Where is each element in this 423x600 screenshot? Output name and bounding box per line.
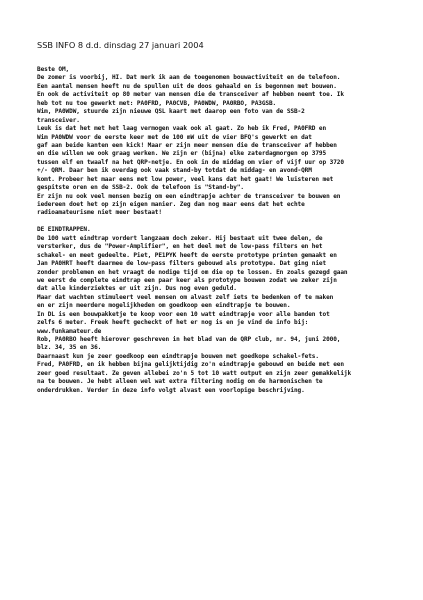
text-line: zonder problemen en het vraagt de nodige tijd om die op te lossen. En zoals gezegd gaan — [37, 268, 348, 276]
text-line: tussen elf en twaalf na het QRP-netje. En ook in de middag om vier of vijf uur op 3720 — [37, 158, 344, 166]
text-line: en die willen we ook graag werken. We zijn er (bijna) elke zaterdagmorgen op 3795 — [37, 150, 327, 158]
text-line: Wim, PA0WDW, stuurde zijn nieuwe QSL kaart met daarop een foto van de SSB-2 — [37, 108, 305, 116]
text-line: dat alle kinderziektes er uit zijn. Dus nog even geduld. — [37, 285, 237, 293]
text-line: Maar dat wachten stimuleert veel mensen om alvast zelf iets te bedenken of te maken — [37, 293, 334, 301]
intro-paragraph — [37, 74, 399, 217]
text-line: versterker, dus de "Power-Amplifier", en het deel met de low-pass filters en het — [37, 243, 323, 251]
section-paragraph — [37, 235, 399, 395]
paragraph-spacer — [37, 218, 399, 226]
text-line: na te bouwen. Je hebt alleen wel wat extra filtering nodig om de harmonischen te — [37, 378, 323, 386]
text-line: komt. Probeer het maar eens met low power, veel kans dat het gaat! We luisteren met — [37, 175, 334, 183]
text-line: schakel- en meet gedeelte. Piet, PE1PYK heeft de eerste prototype printen gemaakt en — [37, 251, 337, 259]
text-line: www.funkamateur.de — [37, 327, 102, 335]
text-line: De 100 watt eindtrap vordert langzaam doch zeker. Hij bestaat uit twee delen, de — [37, 234, 323, 242]
text-line: en er zijn meerdere mogelijkheden om goedkoop een eindtrapje te bouwen. — [37, 302, 291, 310]
text-line: transceiver. — [37, 116, 80, 124]
text-line: Jan PA0HRT heeft daarmee de low-pass filters gebouwd als prototype. Dat ging niet — [37, 260, 327, 268]
text-line: gespitste oren en de SSB-2. Ook de telefoon is "Stand-by". — [37, 184, 244, 192]
text-line: Leuk is dat het met het laag vermogen vaak ook al gaat. Zo heb ik Fred, PA0FRD en — [37, 125, 327, 133]
text-line: +/- QRM. Daar ben ik overdag ook vaak stand-by totdat de middag- en avond-QRM — [37, 167, 312, 175]
text-line: Een aantal mensen heeft nu de spullen uit de doos gehaald en is begonnen met bouwen. — [37, 82, 337, 90]
text-line: zeer goed resultaat. Ze geven allebei zo'n 5 tot 10 watt output en zijn zeer gemakkelijk — [37, 369, 352, 377]
text-line: gaf aan beide kanten een kick! Maar er zijn meer mensen die de transceiver af hebben — [37, 141, 337, 149]
text-line: Daarnaast kun je zeer goedkoop een eindtrapje bouwen met goedkope schakel-fets. — [37, 352, 319, 360]
text-line: Wim PA0WDW voor de eerste keer met de 100 mW uit de vier BFQ's gewerkt en dat — [37, 133, 312, 141]
text-line: In DL is een bouwpakketje te koop voor een 10 watt eindtrapje voor alle banden tot — [37, 310, 330, 318]
text-line: Fred, PA0FRD, en ik hebben bijna gelijktijdig zo'n eindtrapje gebouwd en beide met een — [37, 361, 344, 369]
text-line: we eerst de complete eindtrap een paar keer als prototype bouwen zodat we zeker zijn — [37, 276, 337, 284]
text-line: radioamateurisme niet meer bestaat! — [37, 209, 162, 217]
section-heading: DE EINDTRAPPEN. — [37, 226, 91, 234]
text-line: heb tot nu toe gewerkt met: PA0FRD, PA0CVB, PA0WDW, PA0RBO, PA3GSB. — [37, 99, 277, 107]
text-line: iedereen doet het op zijn eigen manier. Zeg dan nog maar eens dat het echte — [37, 201, 305, 208]
greeting: Beste OM, — [37, 66, 70, 73]
text-line: blz. 34, 35 en 36. — [37, 344, 102, 352]
page-title: SSB INFO 8 d.d. dinsdag 27 januari 2004 — [37, 40, 204, 50]
text-line: De zomer is voorbij, HI. Dat merk ik aan de toegenomen bouwactiviteit en de telefoon. — [37, 74, 341, 82]
text-line: Er zijn nu ook veel mensen bezig om een eindtrapje achter de transceiver te bouwen en — [37, 192, 341, 200]
text-line: onderdrukken. Verder in deze info volgt alvast een voorlopige beschrijving. — [37, 386, 305, 394]
text-line: Rob, PA0RBO heeft hierover geschreven in het blad van de QRP club, nr. 94, juni 2000, — [37, 336, 341, 343]
text-line: zelfs 6 meter. Freek heeft gecheckt of het er nog is en je vind de info bij: — [37, 319, 309, 327]
text-line: En ook de activiteit op 80 meter van mensen die de transceiver af hebben neemt toe. Ik — [37, 91, 344, 99]
document-body — [37, 66, 399, 395]
